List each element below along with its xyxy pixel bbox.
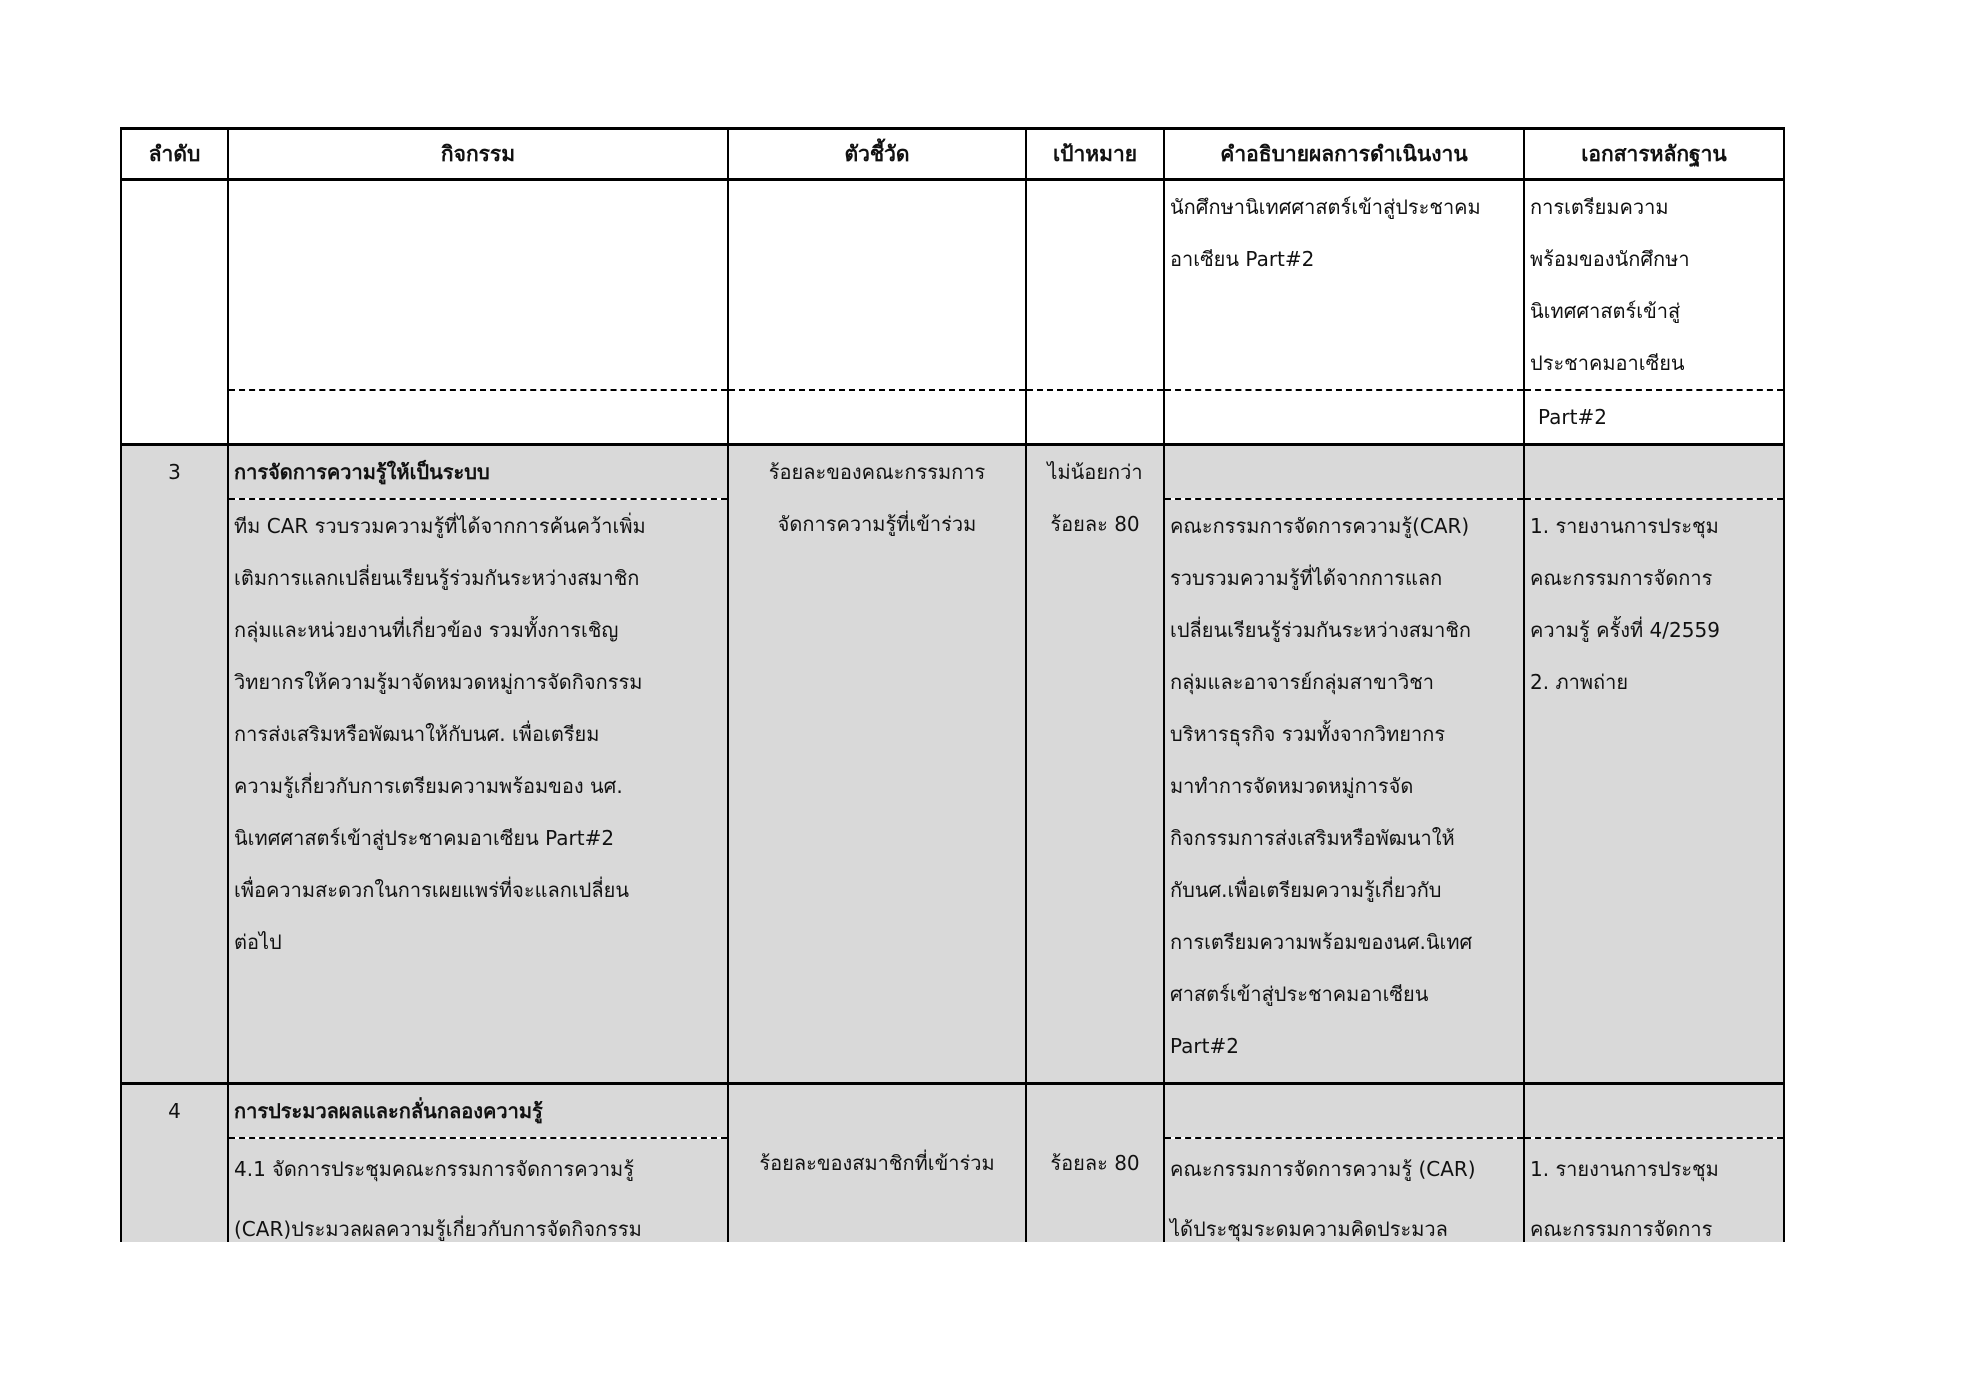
table-row <box>121 445 1784 500</box>
activity-cell: ทีม CAR รวบรวมความรู้ที่ได้จากการค้นคว้าเพิ่ม เติมการแลกเปลี่ยนเรียนรู้ร่วมกันระหว่างสมาชิก กลุ่มและหน่วยงานที่เกี่ยวข้อง รวมทั้งการเชิญ วิทยากรให้ความรู้มาจัดหมวดหมู่การจัดกิจกรรม การส่งเสริมหรือพัฒนาให้กับนศ. เพื่อเตรียม ความรู้เกี่ยวกับการเตรียมความพร้อมของ นศ. นิเทศศาสตร์เข้าสู่ประชาคมอาเซียน Part#2 เพื่อความสะดวกในการเผยแพร่ที่จะแลกเปลี่ยน ต่อไป <box>228 499 728 1083</box>
table-row <box>121 390 1784 445</box>
description-cell: คณะกรรมการจัดการความรู้ (CAR) ได้ประชุมระดมความคิดประมวล <box>1164 1138 1524 1268</box>
activity-title: การประมวลผลและกลั่นกลองความรู้ <box>228 1083 728 1138</box>
header-target: เป้าหมาย <box>1026 129 1164 180</box>
header-evidence: เอกสารหลักฐาน <box>1524 129 1784 180</box>
evidence-cell: 1. รายงานการประชุม คณะกรรมการจัดการ <box>1524 1138 1784 1268</box>
indicator-cell: ร้อยละของคณะกรรมการ จัดการความรู้ที่เข้าร่วม <box>728 445 1026 1084</box>
row-number: 3 <box>121 445 228 1084</box>
table-row <box>121 1083 1784 1138</box>
header-indicator: ตัวชี้วัด <box>728 129 1026 180</box>
description-cell: นักศึกษานิเทศศาสตร์เข้าสู่ประชาคม อาเซียน Part#2 <box>1164 180 1524 391</box>
evidence-cell: Part#2 <box>1524 390 1784 445</box>
header-activity: กิจกรรม <box>228 129 728 180</box>
header-description: คำอธิบายผลการดำเนินงาน <box>1164 129 1524 180</box>
table-row <box>121 180 1784 391</box>
target-cell: ไม่น้อยกว่า ร้อยละ 80 <box>1026 445 1164 1084</box>
row-number: 4 <box>121 1083 228 1268</box>
header-no: ลำดับ <box>121 129 228 180</box>
description-cell: คณะกรรมการจัดการความรู้(CAR) รวบรวมความรู้ที่ได้จากการแลก เปลี่ยนเรียนรู้ร่วมกันระหว่างสมาชิก กลุ่มและอาจารย์กลุ่มสาขาวิชา บริหารธุรกิจ รวมทั้งจากวิทยากร มาทำการจัดหมวดหมู่การจัด กิจกรรมการส่งเสริมหรือพัฒนาให้ กับนศ.เพื่อเตรียมความรู้เกี่ยวกับ การเตรียมความพร้อมของนศ.นิเทศ ศาสตร์เข้าสู่ประชาคมอาเซียน Part#2 <box>1164 499 1524 1083</box>
activity-table <box>120 127 1785 1268</box>
evidence-cell: การเตรียมความ พร้อมของนักศึกษา นิเทศศาสตร์เข้าสู่ ประชาคมอาเซียน <box>1524 180 1784 391</box>
page-bottom-margin <box>0 1242 1971 1394</box>
evidence-cell: 1. รายงานการประชุม คณะกรรมการจัดการ ความรู้ ครั้งที่ 4/2559 2. ภาพถ่าย <box>1524 499 1784 1083</box>
activity-cell: 4.1 จัดการประชุมคณะกรรมการจัดการความรู้ (CAR)ประมวลผลความรู้เกี่ยวกับการจัดกิจกรรม <box>228 1138 728 1268</box>
header-row <box>121 129 1784 180</box>
indicator-cell: ร้อยละของสมาชิกที่เข้าร่วม <box>728 1083 1026 1268</box>
target-cell: ร้อยละ 80 <box>1026 1083 1164 1268</box>
activity-title: การจัดการความรู้ให้เป็นระบบ <box>228 445 728 500</box>
